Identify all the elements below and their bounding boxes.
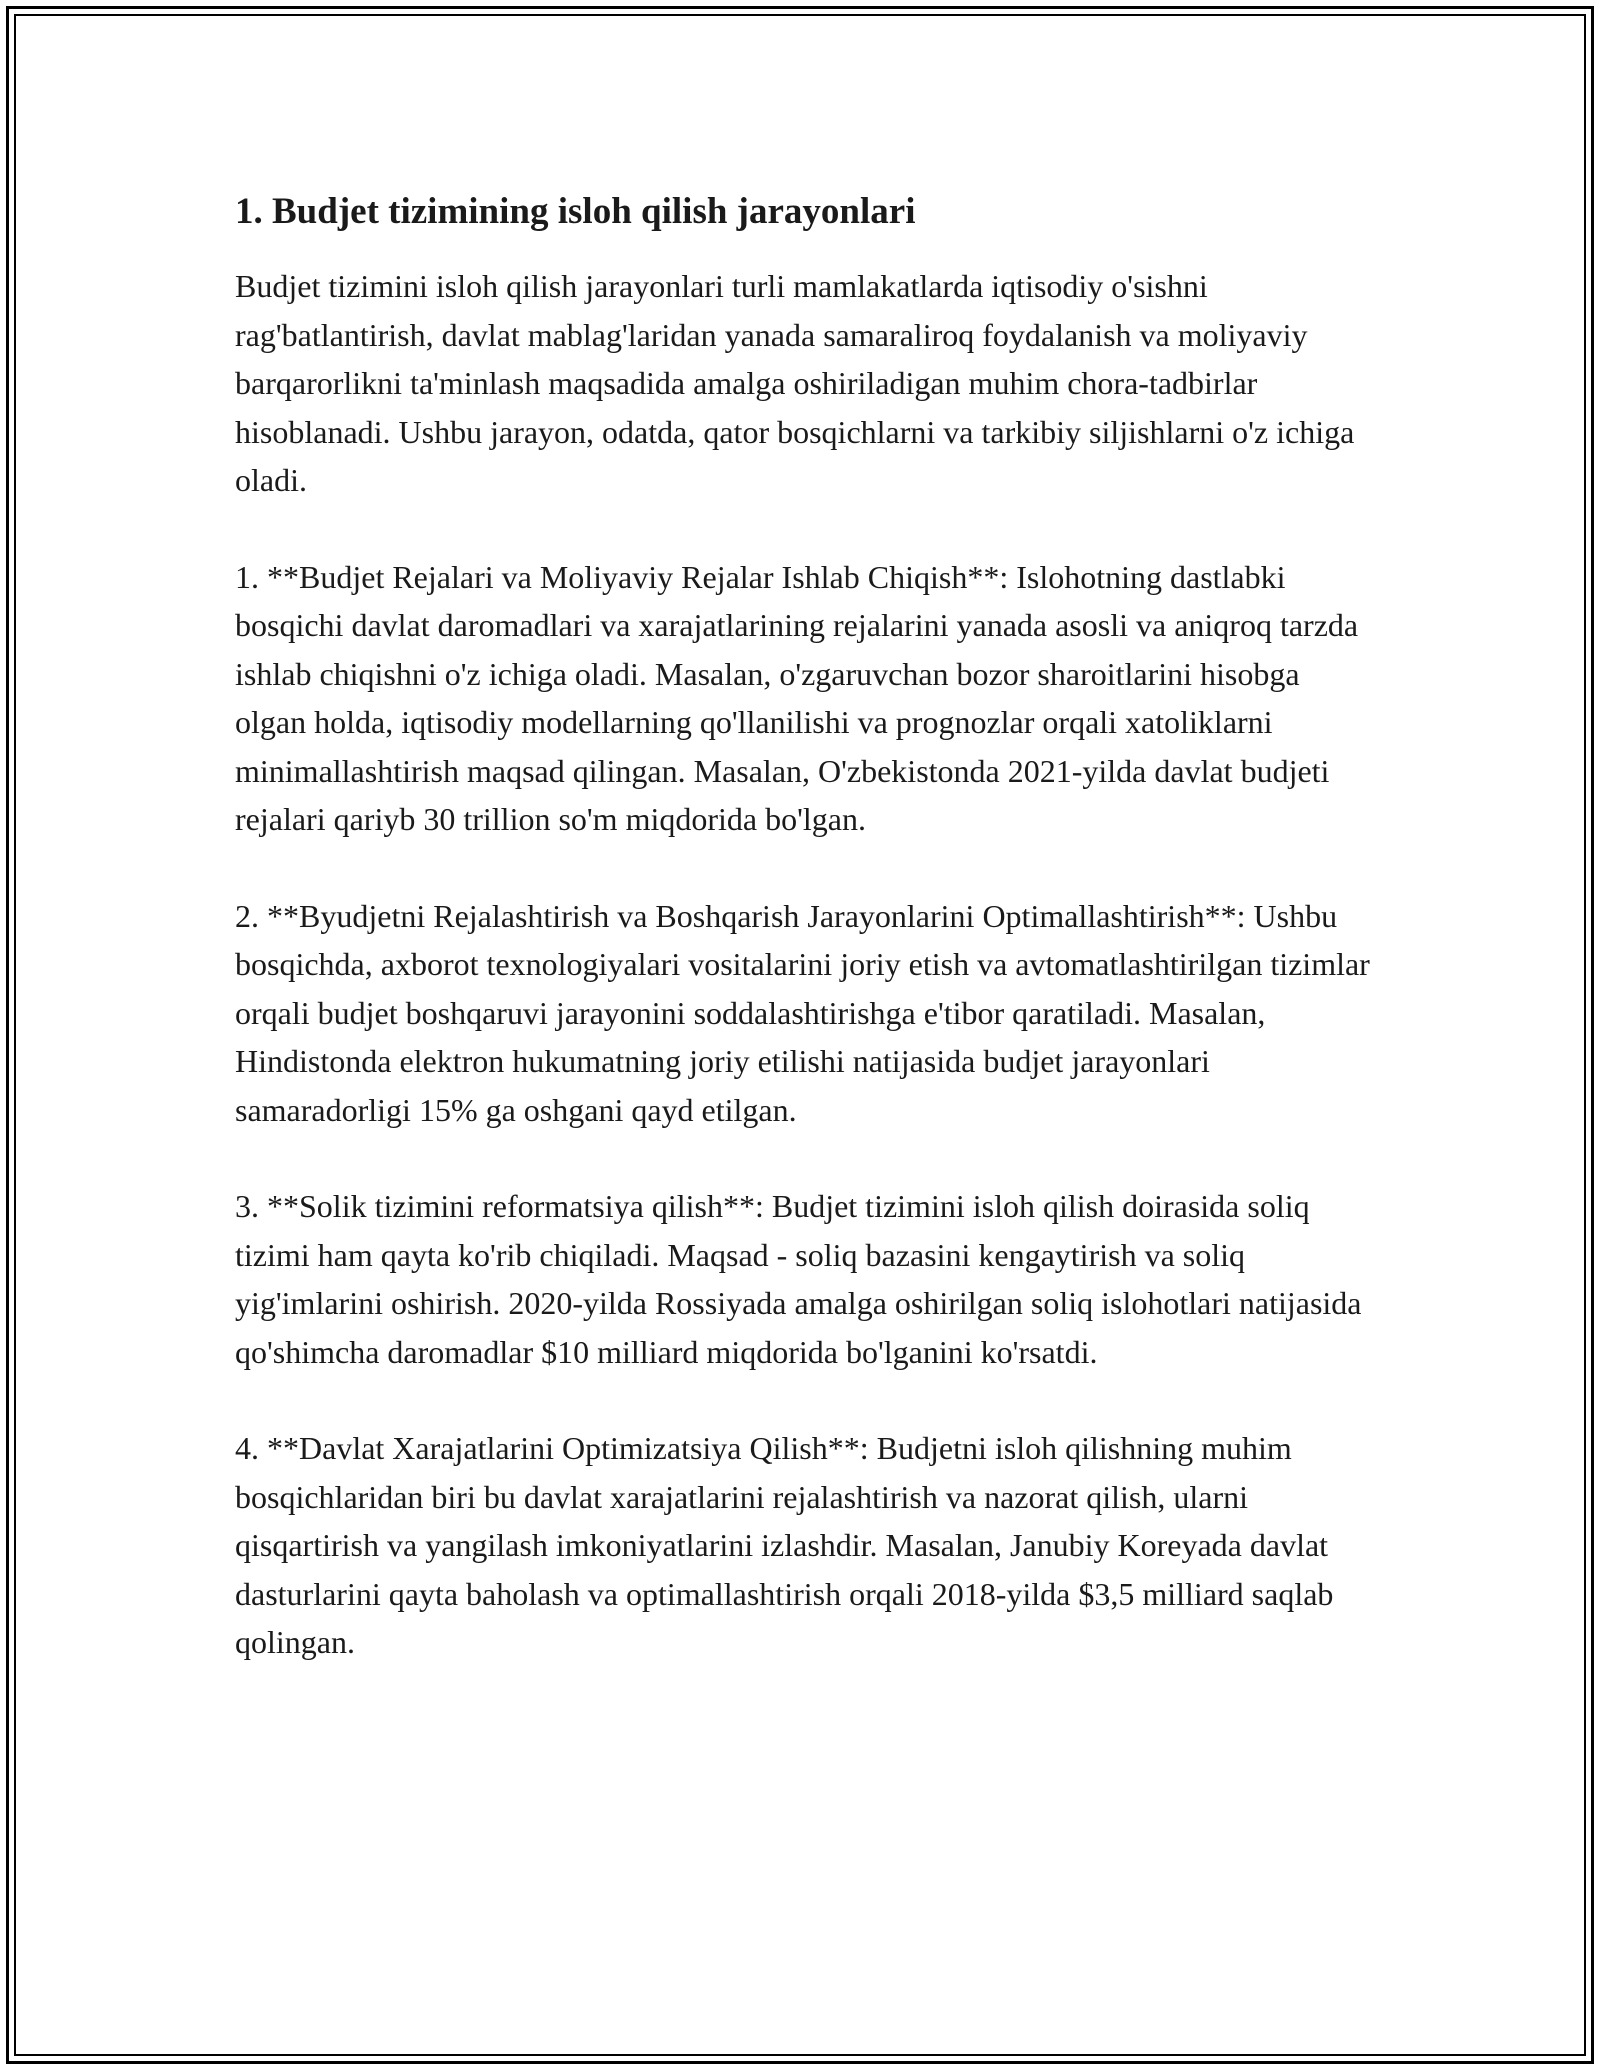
list-item-2-paragraph: 2. **Byudjetni Rejalashtirish va Boshqarish Jarayonlarini Optimallashtirish**: Ushbu bosqichda, axborot texnologiyalari vositalarini joriy etish va avtomatlashtirilgan tizimlar orqali budjet boshqaruvi jarayonini soddalashtirishga e'tibor qaratiladi. Masalan, Hindistonda elektron hukumatning joriy etilishi natijasida budjet jarayonlari samaradorligi 15% ga oshgani qayd etilgan. bbox=[235, 897, 1370, 1128]
intro-paragraph: Budjet tizimini isloh qilish jarayonlari turli mamlakatlarda iqtisodiy o'sishni rag'batlantirish, davlat mablag'laridan yanada samaraliroq foydalanish va moliyaviy barqarorlikni ta'minlash maqsadida amalga oshiriladigan muhim chora-tadbirlar hisoblanadi. Ushbu jarayon, odatda, qator bosqichlarni va tarkibiy siljishlarni o'z ichiga oladi. bbox=[235, 268, 1355, 498]
document-body bbox=[235, 184, 1375, 1715]
section-title: 1. Budjet tizimining isloh qilish jarayonlari bbox=[235, 191, 916, 232]
list-item-4-paragraph: 4. **Davlat Xarajatlarini Optimizatsiya Qilish**: Budjetni isloh qilishning muhim bosqichlaridan biri bu davlat xarajatlarini rejalashtirish va nazorat qilish, ularni qisqartirish va yangilash imkoniyatlarini izlashdir. Masalan, Janubiy Koreyada davlat dasturlarini qayta baholash va optimallashtirish orqali 2018-yilda $3,5 milliard saqlab qolingan. bbox=[235, 1430, 1334, 1660]
list-item-3-paragraph: 3. **Solik tizimini reformatsiya qilish**: Budjet tizimini isloh qilish doirasida soliq tizimi ham qayta ko'rib chiqiladi. Maqsad - soliq bazasini kengaytirish va soliq yig'imlarini oshirish. 2020-yilda Rossiyada amalga oshirilgan soliq islohotlari natijasida qo'shimcha daromadlar $10 milliard miqdorida bo'lganini ko'rsatdi. bbox=[235, 1188, 1362, 1370]
list-item-1-paragraph: 1. **Budjet Rejalari va Moliyaviy Rejalar Ishlab Chiqish**: Islohotning dastlabki bosqichi davlat daromadlari va xarajatlarining rejalarini yanada asosli va aniqroq tarzda ishlab chiqishni o'z ichiga oladi. Masalan, o'zgaruvchan bozor sharoitlarini hisobga olgan holda, iqtisodiy modellarning qo'llanilishi va prognozlar orqali xatoliklarni minimallashtirish maqsad qilingan. Masalan, O'zbekistonda 2021-yilda davlat budjeti rejalari qariyb 30 trillion so'm miqdorida bo'lgan. bbox=[235, 558, 1359, 837]
